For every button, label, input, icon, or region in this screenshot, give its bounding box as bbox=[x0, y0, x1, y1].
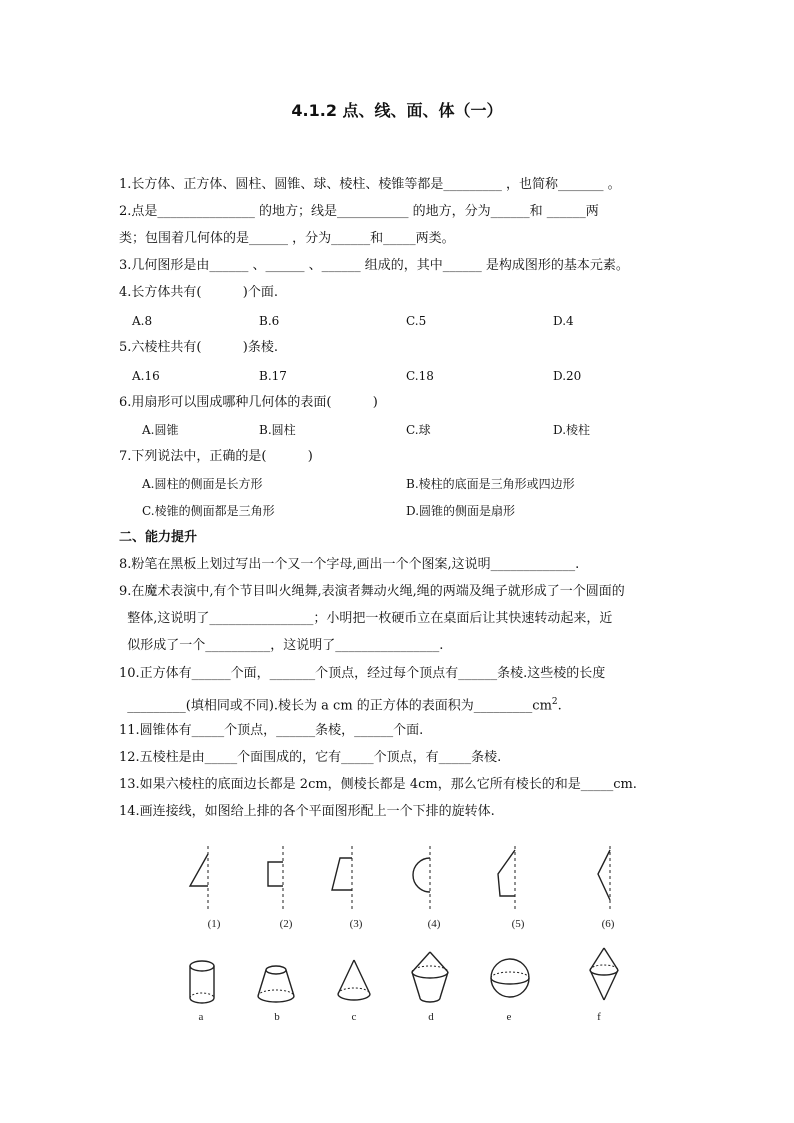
figure-label-c: c bbox=[351, 1011, 357, 1023]
q4-option-a: A.8 bbox=[132, 314, 153, 328]
q7-option-d: D.圆锥的侧面是扇形 bbox=[406, 504, 516, 518]
q6-option-c: C.球 bbox=[406, 423, 431, 437]
question-3: 3.几何图形是由______ 、______ 、______ 组成的，其中______ 是构成图形的基本元素。 bbox=[119, 258, 629, 273]
figure-label-4: (4) bbox=[427, 918, 441, 930]
q7-option-b: B.棱柱的底面是三角形或四边形 bbox=[406, 477, 575, 491]
plane-shape-3 bbox=[332, 846, 352, 912]
plane-shape-2 bbox=[268, 846, 283, 912]
question-12: 12.五棱柱是由_____个面围成的，它有_____个顶点，有_____条棱. bbox=[119, 750, 502, 765]
question-6: 6.用扇形可以围成哪种几何体的表面( ) bbox=[119, 395, 378, 410]
question-9-line-2: 整体,这说明了________________；小明把一枚硬币立在桌面后让其快速转动起来，近 bbox=[119, 611, 613, 626]
q7-option-c: C.棱锥的侧面都是三角形 bbox=[142, 504, 275, 518]
question-10-line-2-text: _________(填相同或不同).棱长为 a cm 的正方体的表面积为_________cm bbox=[119, 698, 552, 714]
question-10-line-2 bbox=[119, 694, 562, 714]
solid-f-double-cone bbox=[590, 948, 618, 1000]
q5-option-c: C.18 bbox=[406, 369, 434, 383]
figure-label-1: (1) bbox=[207, 918, 221, 930]
figure-label-3: (3) bbox=[349, 918, 363, 930]
figure-label-2: (2) bbox=[279, 918, 293, 930]
figure-label-b: b bbox=[274, 1011, 280, 1023]
q4-option-c: C.5 bbox=[406, 314, 427, 328]
solid-d-compound bbox=[412, 952, 448, 1002]
figure-label-6: (6) bbox=[601, 918, 615, 930]
superscript: 2 bbox=[551, 697, 558, 707]
solid-b-frustum bbox=[258, 966, 294, 1002]
question-10-period: . bbox=[557, 698, 562, 714]
solid-e-sphere bbox=[491, 959, 529, 997]
page-title: 4.1.2 点、线、面、体（一） bbox=[291, 101, 503, 120]
question-1: 1.长方体、正方体、圆柱、圆锥、球、棱柱、棱锥等都是_________ ，也简称_______ 。 bbox=[119, 177, 621, 192]
q6-option-b: B.圆柱 bbox=[259, 423, 296, 437]
q5-option-a: A.16 bbox=[132, 369, 160, 383]
figure-label-f: f bbox=[597, 1011, 601, 1023]
q7-option-a: A.圆柱的侧面是长方形 bbox=[142, 477, 263, 491]
solid-c-cone bbox=[338, 960, 370, 1000]
question-4: 4.长方体共有( )个面. bbox=[119, 285, 279, 300]
figure-label-5: (5) bbox=[511, 918, 525, 930]
question-9-line-3: 似形成了一个__________，这说明了________________. bbox=[119, 638, 444, 653]
rotation-figure bbox=[180, 830, 640, 1030]
q5-option-d: D.20 bbox=[553, 369, 582, 383]
question-10-line-1: 10.正方体有______个面，_______个顶点，经过每个顶点有______条棱.这些棱的长度 bbox=[119, 666, 606, 681]
question-14: 14.画连接线，如图给上排的各个平面图形配上一个下排的旋转体. bbox=[119, 804, 495, 819]
q5-option-b: B.17 bbox=[259, 369, 287, 383]
q4-option-d: D.4 bbox=[553, 314, 574, 328]
question-2-line-1: 2.点是_______________ 的地方；线是___________ 的地方，分为______和 ______两 bbox=[119, 204, 599, 219]
plane-shape-5 bbox=[498, 846, 515, 912]
figure-label-a: a bbox=[198, 1011, 204, 1023]
figure-label-d: d bbox=[428, 1011, 434, 1023]
question-11: 11.圆锥体有_____个顶点，______条棱，______个面. bbox=[119, 723, 424, 738]
question-8: 8.粉笔在黑板上划过写出一个又一个字母,画出一个个图案,这说明_____________. bbox=[119, 557, 580, 572]
section-heading: 二、能力提升 bbox=[119, 530, 198, 545]
q4-option-b: B.6 bbox=[259, 314, 280, 328]
question-2-line-2: 类；包围着几何体的是______ ，分为______和_____两类。 bbox=[119, 231, 455, 246]
solid-a-cylinder bbox=[190, 961, 214, 1003]
question-5: 5.六棱柱共有( )条棱. bbox=[119, 340, 279, 355]
question-13: 13.如果六棱柱的底面边长都是 2cm，侧棱长都是 4cm，那么它所有棱长的和是_____cm. bbox=[119, 777, 637, 792]
figure-label-e: e bbox=[506, 1011, 512, 1023]
plane-shape-1 bbox=[190, 846, 208, 912]
question-7: 7.下列说法中，正确的是( ) bbox=[119, 449, 313, 464]
q6-option-a: A.圆锥 bbox=[142, 423, 179, 437]
plane-shape-6 bbox=[598, 846, 610, 912]
plane-shape-4 bbox=[413, 846, 430, 912]
question-9-line-1: 9.在魔术表演中,有个节目叫火绳舞,表演者舞动火绳,绳的两端及绳子就形成了一个圆面的 bbox=[119, 584, 625, 599]
q6-option-d: D.棱柱 bbox=[553, 423, 591, 437]
